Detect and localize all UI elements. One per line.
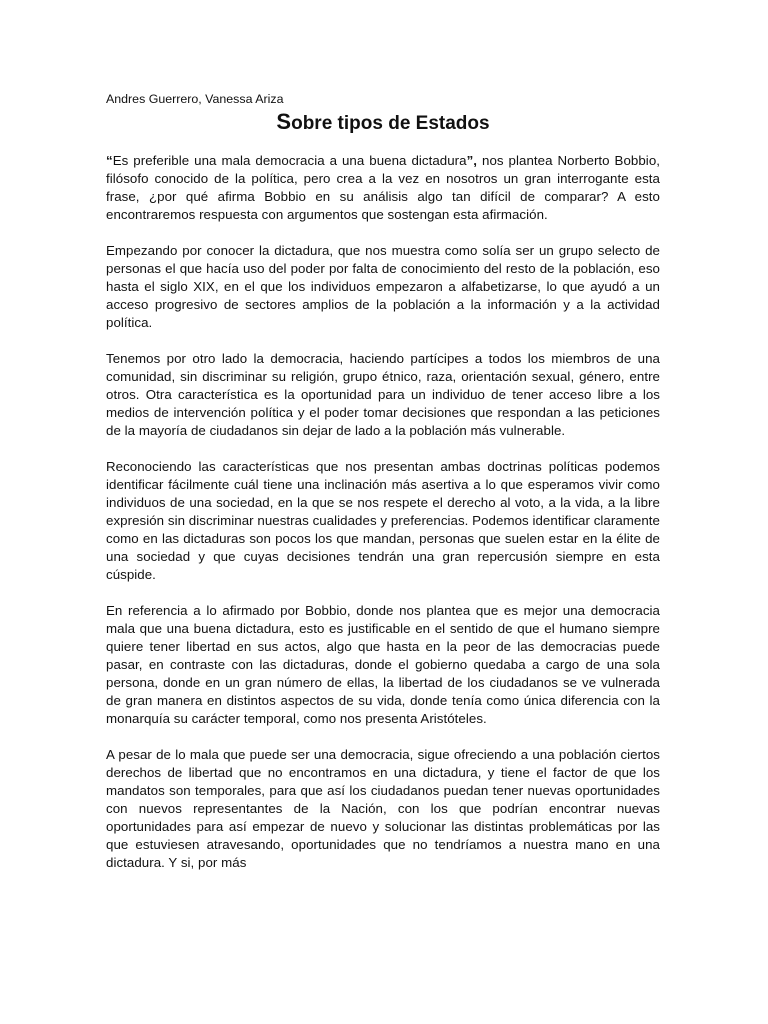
document-page [106,90,660,890]
paragraph-intro [106,152,660,224]
paragraph: Empezando por conocer la dictadura, que nos muestra como solía ser un grupo selecto de personas el que hacía uso del poder por falta de conocimiento del resto de la población, eso hasta el siglo XIX, en el que los individuos empezaron a alfabetizarse, lo que ayudó a un acceso progresivo de sectores amplios de la población a la información y a la actividad política. [106,243,660,330]
paragraph: A pesar de lo mala que puede ser una democracia, sigue ofreciendo a una población ciertos derechos de libertad que no encontramos en una dictadura, y tiene el factor de que los mandatos son temporales, para que así los ciudadanos puedan tener nuevas oportunidades con nuevos representantes de la Nación, con los que podrían encontrar nuevas oportunidades para así empezar de nuevo y solucionar las distintas problemáticas por las que estuviesen atravesando, oportunidades que no tendríamos a nuestra mano en una dictadura. Y si, por más [106,747,660,870]
intro-quote: Es preferible una mala democracia a una buena dictadura [112,153,467,168]
paragraph: Tenemos por otro lado la democracia, haciendo partícipes a todos los miembros de una comunidad, sin discriminar su religión, grupo étnico, raza, orientación sexual, género, entre otros. Otra característica es la oportunidad para un individuo de tener acceso libre a los medios de intervención política y el poder tomar decisiones que respondan a las peticiones de la mayoría de ciudadanos sin dejar de lado a la población más vulnerable. [106,351,660,438]
title-first-letter: S [276,109,292,134]
paragraph: Reconociendo las características que nos presentan ambas doctrinas políticas podemos identificar fácilmente cuál tiene una inclinación más asertiva a lo que esperamos vivir como individuos de una sociedad, en la que se nos respete el derecho al voto, a la vida, a la libre expresión sin discriminar nuestras cualidades y preferencias. Podemos identificar claramente como en las dictaduras son pocos los que mandan, personas que suelen estar en la élite de una sociedad y que cuyas decisiones tendrán una gran repercusión siempre en esta cúspide. [106,459,660,582]
title-rest: obre tipos de Estados [291,113,490,134]
intro-close-quote: ”, [466,153,478,168]
document-title [106,108,660,138]
paragraph: En referencia a lo afirmado por Bobbio, donde nos plantea que es mejor una democracia mala que una buena dictadura, esto es justificable en el sentido de que el humano siempre quiere tener libertad en sus actos, algo que hasta en la peor de las democracias puede pasar, en contraste con las dictaduras, donde el gobierno quedaba a cargo de una sola persona, donde en un gran número de ellas, la libertad de los ciudadanos se ve vulnerada de gran manera en distintos aspectos de su vida, donde tenía como única diferencia con la monarquía su carácter temporal, como nos presenta Aristóteles. [106,603,660,726]
document-authors: Andres Guerrero, Vanessa Ariza [106,92,284,106]
intro-text: nos plantea Norberto Bobbio, filósofo conocido de la política, pero crea a la vez en nosotros un gran interrogante esta frase, ¿por qué afirma Bobbio en su análisis algo tan difícil de comparar? A esto encontraremos respuesta con argumentos que sostengan esta afirmación. [106,153,661,222]
intro-open-quote: “ [106,153,113,168]
